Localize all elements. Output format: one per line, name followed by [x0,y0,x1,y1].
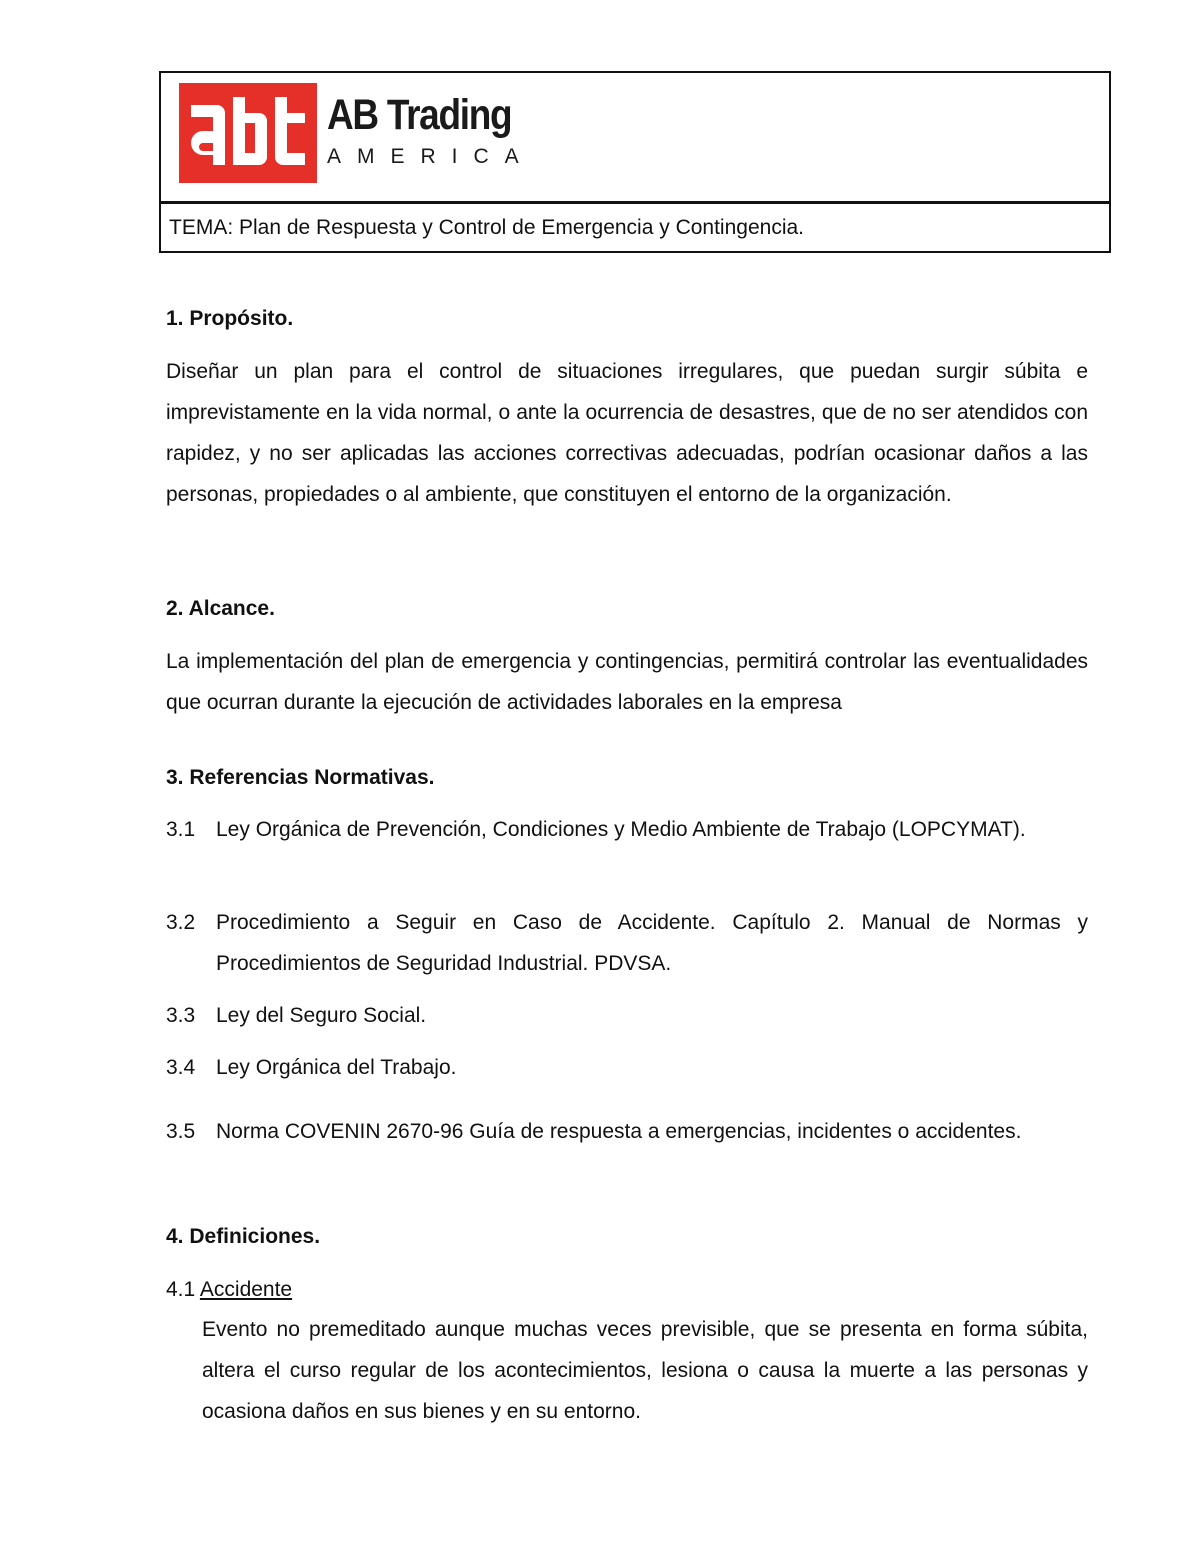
reference-number: 3.4 [166,1056,196,1079]
reference-number: 3.5 [166,1120,196,1143]
reference-item [166,1111,1088,1152]
section-title-definiciones: 4. Definiciones. [166,1225,321,1248]
section-body-alcance: La implementación del plan de emergencia y contingencias, permitirá controlar las eventualidades que ocurran durante la ejecución de actividades laborales en la empresa [166,650,1088,714]
reference-text: Ley del Seguro Social. [216,1004,427,1027]
logo-row [161,73,1109,204]
logo-subtitle: AMERICA [327,145,535,168]
definition-heading [166,1269,292,1310]
section-body-proposito: Diseñar un plan para el control de situaciones irregulares, que puedan surgir súbita e imprevistamente en la vida normal, o ante la ocurrencia de desastres, que de no ser atendidos con rapidez, y no ser aplicadas las acciones correctivas adecuadas, podrían ocasionar daños a las personas, propiedades o al ambiente, que constituyen el entorno de la organización. [166,360,1088,506]
reference-text: Norma COVENIN 2670-96 Guía de respuesta a emergencias, incidentes o accidentes. [216,1120,1022,1143]
definition-body: Evento no premeditado aunque muchas veces previsible, que se presenta en forma súbita, altera el curso regular de los acontecimientos, lesiona o causa la muerte a las personas y ocasiona daños en sus bienes y en su entorno. [202,1318,1088,1423]
abt-logo-icon [179,83,317,183]
logo-wordmark [327,91,541,171]
reference-text: Procedimiento a Seguir en Caso de Accidente. Capítulo 2. Manual de Normas y Procedimientos de Seguridad Industrial. PDVSA. [216,911,1088,975]
document-header [159,71,1111,253]
reference-item [166,995,1088,1036]
reference-text: Ley Orgánica del Trabajo. [216,1056,457,1079]
definition-term: Accidente [199,1278,293,1301]
section-title-referencias: 3. Referencias Normativas. [166,766,435,789]
reference-number: 3.2 [166,911,196,934]
reference-item [166,809,1088,850]
reference-item [166,1047,1088,1088]
tema-line: TEMA: Plan de Respuesta y Control de Emergencia y Contingencia. [169,216,804,239]
definition-number: 4.1 [166,1278,196,1301]
reference-item [166,902,1088,984]
reference-number: 3.3 [166,1004,196,1027]
section-title-alcance: 2. Alcance. [166,597,275,620]
reference-number: 3.1 [166,818,196,841]
section-title-proposito: 1. Propósito. [166,307,294,330]
reference-text: Ley Orgánica de Prevención, Condiciones y Medio Ambiente de Trabajo (LOPCYMAT). [216,818,1026,841]
logo-title: AB Trading [327,91,512,139]
